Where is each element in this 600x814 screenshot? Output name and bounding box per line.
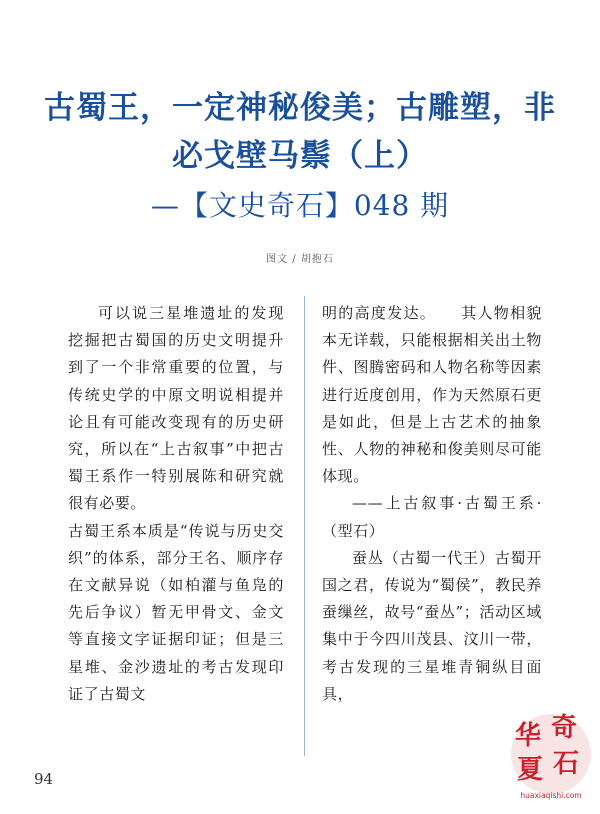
- paragraph: ——上古叙事·古蜀王系·（型石）: [322, 494, 542, 540]
- logo-char-4: 石: [553, 749, 580, 779]
- paragraph: 明的高度发达。 其人物相貌本无详载，只能根据相关出土物件、图腾密码和人物名称等因素进行近度创用，作为天然原石更是如此，但是上古艺术的抽象性、人物的神秘和俊美则尽可能体现。: [322, 304, 542, 486]
- byline: 图文 / 胡抱石: [266, 254, 334, 265]
- logo-char-3: 夏: [517, 755, 544, 785]
- right-column: [322, 300, 542, 708]
- logo-url: huaxiaqishi.com: [520, 791, 582, 800]
- left-column: [68, 300, 284, 708]
- paragraph: 可以说三星堆遗址的发现挖掘把古蜀国的历史文明提升到了一个非常重要的位置，与传统史学的中原文明说相提并论且有可能改变现有的历史研究，所以在“上古叙事”中把古蜀王系作一特别展陈和研究就很有必要。: [68, 304, 284, 513]
- column-divider: [304, 296, 305, 756]
- article-subtitle: —【文史奇石】048 期: [150, 189, 450, 222]
- paragraph: 古蜀王系本质是“传说与历史交织”的体系，部分王名、顺序存在文献异说（如柏灌与鱼凫的先后争议）暂无甲骨文、金文等直接文字证据印证；但是三星堆、金沙遗址的考古发现印证了古蜀文: [68, 521, 284, 703]
- paragraph: 蚕丛（古蜀一代王）古蜀开国之君，传说为“蜀侯”，教民养蚕缫丝，故号“蚕丛”；活动区域集中于今四川茂县、汶川一带，考古发现的三星堆青铜纵目面具，: [322, 548, 542, 703]
- article-title-line-2: 必戈壁马鬃（上）: [172, 138, 428, 174]
- article-title-line-1: 古蜀王，一定神秘俊美；古雕塑，非: [44, 90, 556, 126]
- watermark-logo: [507, 706, 595, 806]
- logo-char-2: 奇: [551, 713, 578, 743]
- page-number: 94: [34, 770, 54, 788]
- logo-char-1: 华: [515, 721, 542, 751]
